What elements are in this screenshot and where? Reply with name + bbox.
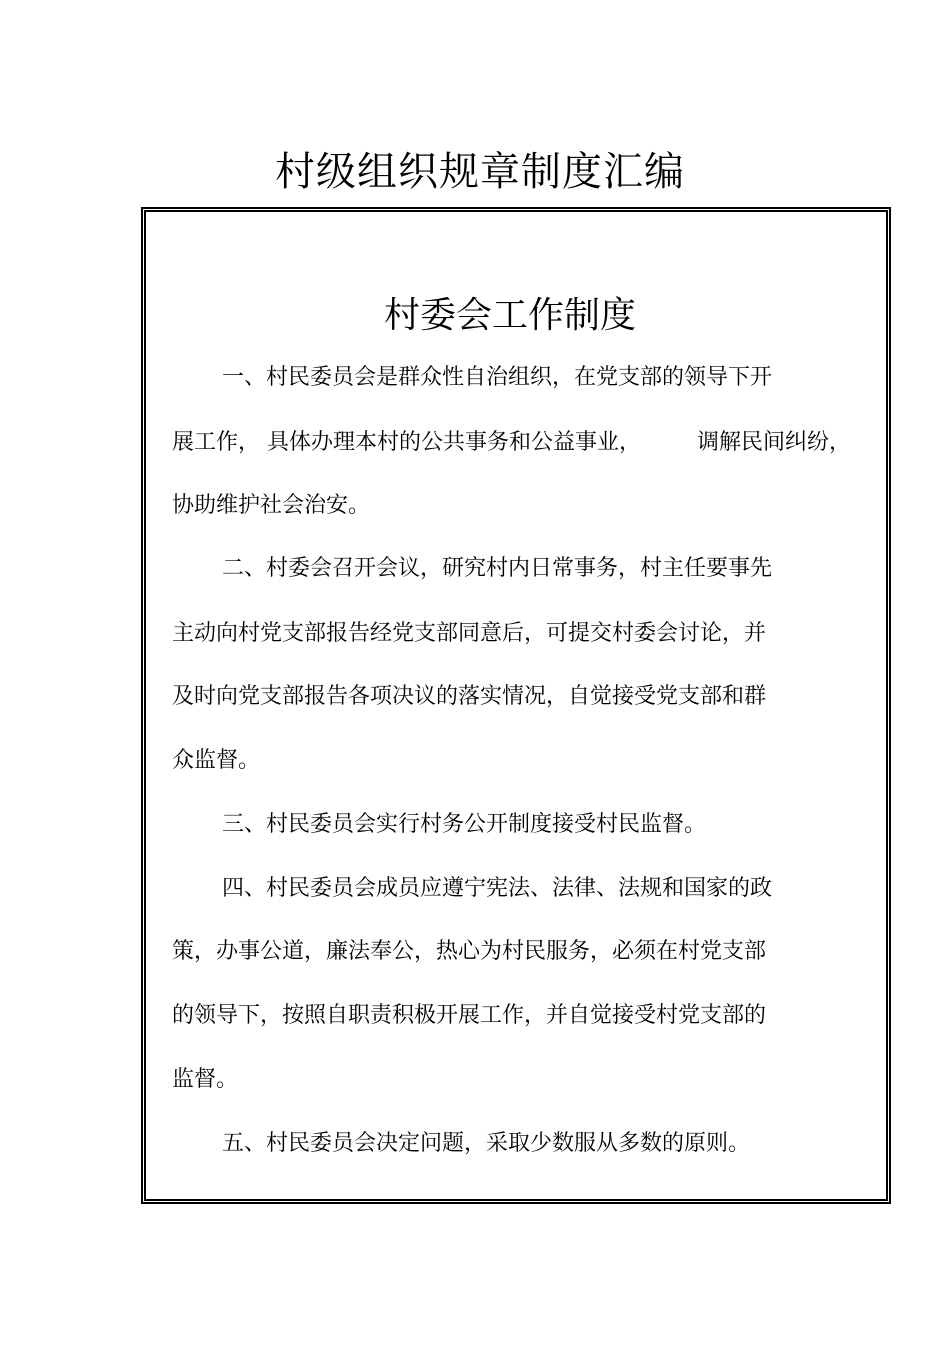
paragraph-2-line-3: 及时向党支部报告各项决议的落实情况，自觉接受党支部和群: [172, 684, 767, 709]
paragraph-4-line-2: 策，办事公道，廉法奉公，热心为村民服务，必须在村党支部: [172, 939, 767, 964]
paragraph-5-line-1: 五、村民委员会决定问题，采取少数服从多数的原则。: [222, 1131, 751, 1156]
paragraph-2-line-2: 主动向村党支部报告经党支部同意后，可提交村委会讨论，并: [172, 621, 767, 646]
paragraph-2-line-1: 二、村委会召开会议，研究村内日常事务，村主任要事先: [222, 556, 773, 581]
paragraph-1-line-3: 协助维护社会治安。: [172, 493, 371, 518]
paragraph-2-line-4: 众监督。: [172, 748, 261, 773]
document-title: 村级组织规章制度汇编: [275, 149, 685, 195]
paragraph-1-line-2-part-a: 展工作， 具体办理本村的公共事务和公益事业，: [172, 430, 641, 455]
paragraph-1-line-2-part-b: 调解民间纠纷，: [697, 430, 852, 455]
paragraph-4-line-4: 监督。: [172, 1067, 239, 1092]
paragraph-3-line-1: 三、村民委员会实行村务公开制度接受村民监督。: [222, 812, 707, 837]
paragraph-4-line-1: 四、村民委员会成员应遵宁宪法、法律、法规和国家的政: [222, 876, 773, 901]
paragraph-1-line-1: 一、村民委员会是群众性自治组织，在党支部的领导下开: [222, 365, 773, 390]
paragraph-1-line-2: [172, 428, 851, 458]
section-title: 村委会工作制度: [383, 295, 636, 336]
paragraph-4-line-3: 的领导下，按照自职责积极开展工作，并自觉接受村党支部的: [172, 1003, 767, 1028]
